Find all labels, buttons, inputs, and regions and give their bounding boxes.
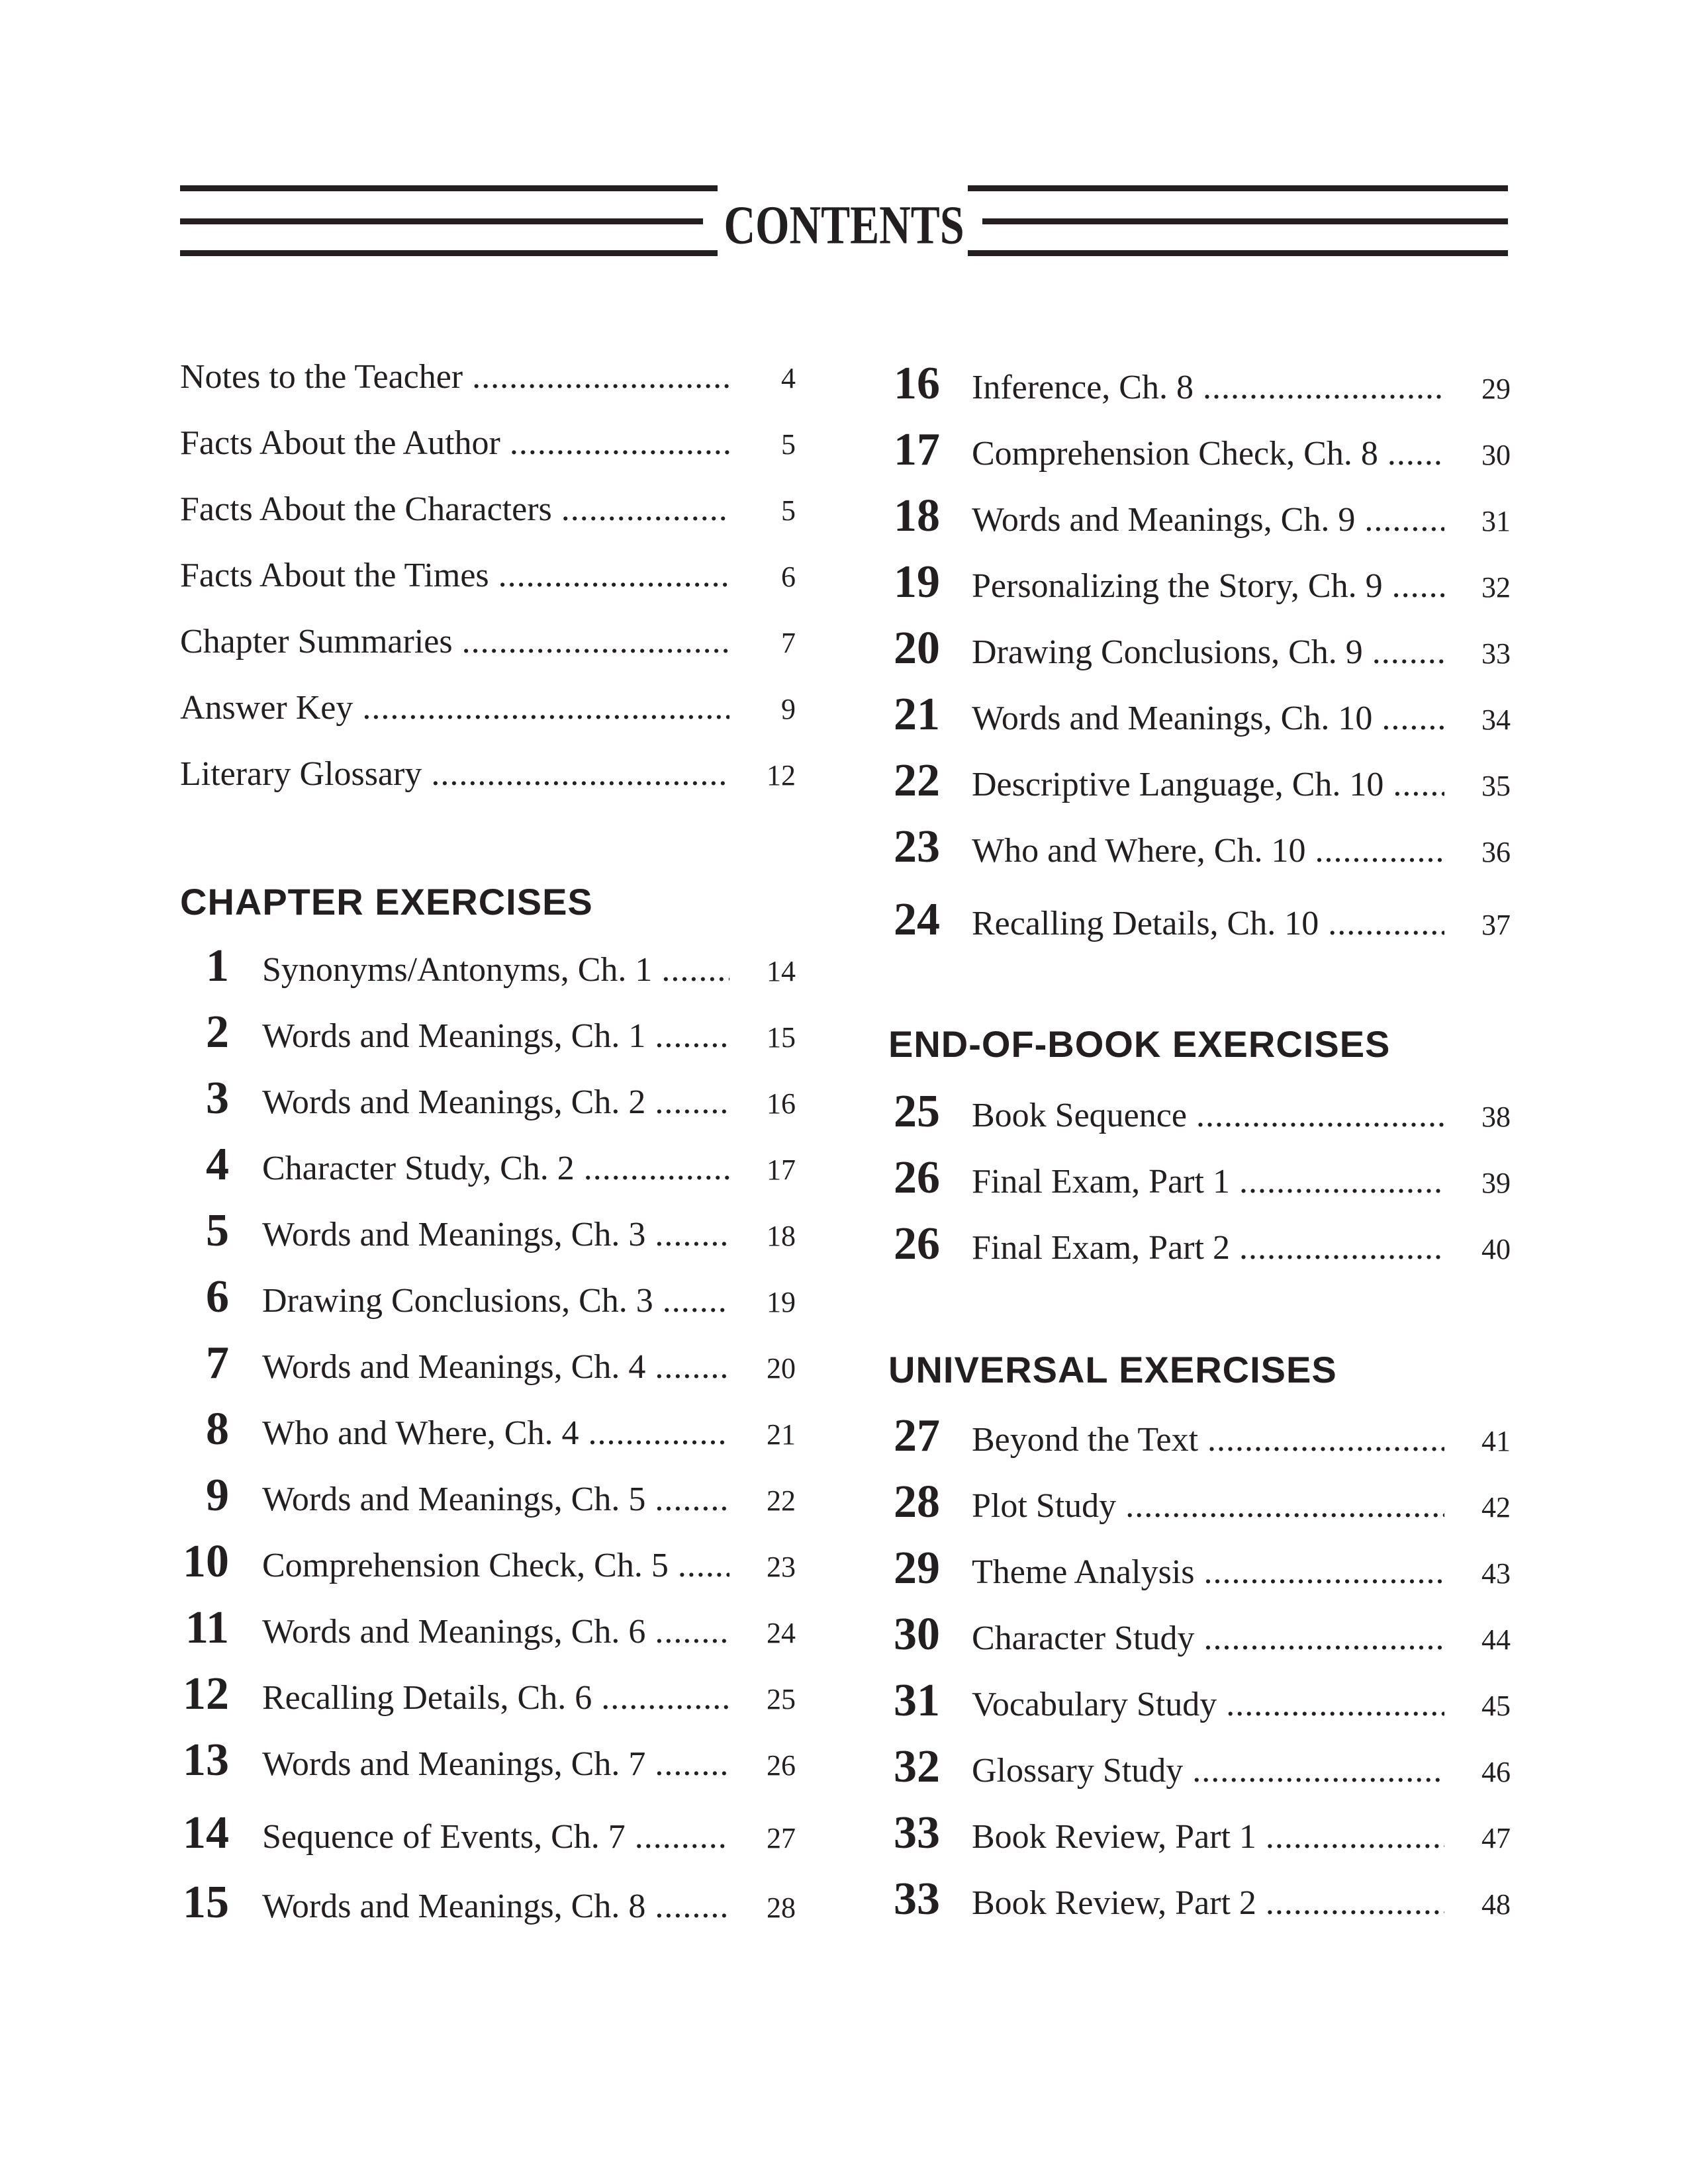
- exercise-number: 32: [894, 1741, 940, 1792]
- exercise-number: 26: [894, 1218, 940, 1269]
- item-page: 7: [781, 627, 796, 659]
- section-heading-end-of-book-exercises: END-OF-BOOK EXERCISES: [888, 1023, 1391, 1065]
- item-page: 12: [767, 759, 796, 792]
- exercise-item[interactable]: [888, 556, 1511, 615]
- exercise-item[interactable]: [888, 688, 1511, 748]
- exercise-item[interactable]: [180, 1138, 796, 1198]
- item-page: 42: [1481, 1491, 1511, 1524]
- exercise-number: 3: [206, 1073, 229, 1124]
- item-label: Words and Meanings, Ch. 8 .....: [262, 1887, 729, 1926]
- item-page: 18: [767, 1220, 796, 1252]
- header-rule-right-middle: [982, 218, 1508, 224]
- exercise-item[interactable]: [180, 1337, 796, 1396]
- exercise-item[interactable]: [888, 1152, 1511, 1211]
- item-page: 9: [781, 693, 796, 725]
- item-label: Facts About the Author .....: [180, 424, 729, 463]
- item-label: Book Review, Part 2 .....: [972, 1884, 1444, 1923]
- exercise-number: 2: [206, 1007, 229, 1058]
- item-label: Book Review, Part 1 .....: [972, 1817, 1444, 1856]
- item-page: 26: [767, 1749, 796, 1782]
- item-page: 25: [767, 1683, 796, 1715]
- item-label: Words and Meanings, Ch. 10 .....: [972, 699, 1444, 738]
- item-page: 24: [767, 1617, 796, 1649]
- item-label: Words and Meanings, Ch. 4 .....: [262, 1347, 729, 1387]
- item-page: 17: [767, 1154, 796, 1186]
- exercise-number: 12: [183, 1668, 229, 1719]
- exercise-number: 14: [183, 1807, 229, 1858]
- exercise-number: 30: [894, 1609, 940, 1660]
- item-page: 6: [781, 561, 796, 593]
- exercise-item[interactable]: [888, 357, 1511, 417]
- exercise-number: 6: [206, 1271, 229, 1322]
- front-matter-item[interactable]: [180, 490, 796, 549]
- item-page: 40: [1481, 1233, 1511, 1265]
- item-label: Comprehension Check, Ch. 5 .....: [262, 1546, 729, 1585]
- exercise-number: 18: [894, 490, 940, 541]
- item-page: 46: [1481, 1756, 1511, 1788]
- item-page: 28: [767, 1891, 796, 1924]
- item-page: 19: [767, 1286, 796, 1318]
- exercise-item[interactable]: [180, 1006, 796, 1066]
- item-page: 30: [1481, 439, 1511, 471]
- item-label: Words and Meanings, Ch. 6 .....: [262, 1612, 729, 1651]
- contents-header: [0, 0, 1688, 278]
- item-page: 47: [1481, 1822, 1511, 1854]
- exercise-item[interactable]: [888, 1410, 1511, 1469]
- item-label: Glossary Study .....: [972, 1751, 1444, 1790]
- exercise-number: 33: [894, 1807, 940, 1858]
- exercise-number: 27: [894, 1410, 940, 1461]
- item-label: Literary Glossary .....: [180, 754, 729, 794]
- item-label: Final Exam, Part 1 .....: [972, 1162, 1444, 1201]
- item-label: Words and Meanings, Ch. 2 .....: [262, 1083, 729, 1122]
- exercise-number: 8: [206, 1404, 229, 1455]
- exercise-item[interactable]: [888, 754, 1511, 814]
- exercise-number: 23: [894, 821, 940, 872]
- item-page: 14: [767, 955, 796, 987]
- exercise-item[interactable]: [180, 1535, 796, 1595]
- exercise-number: 17: [894, 424, 940, 475]
- item-label: Descriptive Language, Ch. 10 .....: [972, 765, 1444, 804]
- item-label: Recalling Details, Ch. 10 .....: [972, 904, 1444, 943]
- front-matter-item[interactable]: [180, 556, 796, 615]
- item-label: Character Study, Ch. 2 .....: [262, 1149, 729, 1188]
- exercise-item[interactable]: [180, 1271, 796, 1330]
- exercise-item[interactable]: [888, 622, 1511, 682]
- front-matter-item[interactable]: [180, 688, 796, 748]
- section-heading-universal-exercises: UNIVERSAL EXERCISES: [888, 1349, 1337, 1390]
- exercise-item[interactable]: [180, 1403, 796, 1463]
- exercise-item[interactable]: [888, 1218, 1511, 1277]
- item-label: Words and Meanings, Ch. 1 .....: [262, 1017, 729, 1056]
- item-page: 33: [1481, 637, 1511, 670]
- item-page: 16: [767, 1087, 796, 1120]
- item-label: Drawing Conclusions, Ch. 3 .....: [262, 1281, 729, 1320]
- header-rule-left-middle: [180, 218, 703, 224]
- exercise-number: 16: [894, 358, 940, 409]
- item-label: Book Sequence .....: [972, 1096, 1444, 1135]
- exercise-number: 5: [206, 1205, 229, 1256]
- item-page: 29: [1481, 373, 1511, 405]
- item-label: Facts About the Times .....: [180, 556, 729, 595]
- item-page: 36: [1481, 836, 1511, 868]
- item-label: Chapter Summaries .....: [180, 622, 729, 661]
- header-rule-right-top: [968, 185, 1508, 191]
- item-label: Plot Study .....: [972, 1486, 1444, 1525]
- exercise-item[interactable]: [888, 1741, 1511, 1800]
- exercise-item[interactable]: [180, 1602, 796, 1661]
- exercise-item[interactable]: [888, 1085, 1511, 1145]
- header-rule-right-bottom: [968, 250, 1508, 256]
- item-label: Words and Meanings, Ch. 5 .....: [262, 1480, 729, 1519]
- item-page: 31: [1481, 505, 1511, 537]
- exercise-number: 19: [894, 557, 940, 608]
- exercise-item[interactable]: [888, 490, 1511, 549]
- item-page: 44: [1481, 1623, 1511, 1656]
- exercise-item[interactable]: [888, 1807, 1511, 1866]
- item-label: Sequence of Events, Ch. 7 .....: [262, 1817, 729, 1856]
- item-label: Inference, Ch. 8 .....: [972, 368, 1444, 407]
- item-label: Synonyms/Antonyms, Ch. 1 .....: [262, 950, 729, 989]
- exercise-item[interactable]: [180, 1205, 796, 1264]
- exercise-number: 15: [183, 1877, 229, 1928]
- item-page: 21: [767, 1418, 796, 1451]
- exercise-item[interactable]: [888, 893, 1511, 953]
- item-page: 41: [1481, 1425, 1511, 1457]
- item-page: 35: [1481, 770, 1511, 802]
- exercise-item[interactable]: [180, 1876, 796, 1936]
- item-page: 48: [1481, 1888, 1511, 1921]
- item-label: Vocabulary Study .....: [972, 1685, 1444, 1724]
- exercise-number: 13: [183, 1735, 229, 1786]
- item-page: 4: [781, 362, 796, 394]
- exercise-number: 9: [206, 1470, 229, 1521]
- item-label: Facts About the Characters .....: [180, 490, 729, 529]
- front-matter-item[interactable]: [180, 424, 796, 483]
- section-heading-chapter-exercises: CHAPTER EXERCISES: [180, 881, 593, 923]
- item-page: 43: [1481, 1557, 1511, 1590]
- item-label: Comprehension Check, Ch. 8 .....: [972, 434, 1444, 473]
- exercise-number: 7: [206, 1338, 229, 1388]
- item-page: 20: [767, 1352, 796, 1385]
- exercise-number: 10: [183, 1536, 229, 1587]
- exercise-number: 21: [894, 689, 940, 740]
- exercise-item[interactable]: [180, 1734, 796, 1794]
- front-matter-item[interactable]: [180, 754, 796, 814]
- exercise-item[interactable]: [888, 1674, 1511, 1734]
- exercise-item[interactable]: [180, 940, 796, 999]
- front-matter-item[interactable]: [180, 622, 796, 682]
- exercise-item[interactable]: [888, 1873, 1511, 1933]
- item-label: Drawing Conclusions, Ch. 9 .....: [972, 633, 1444, 672]
- exercise-number: 25: [894, 1086, 940, 1137]
- item-label: Who and Where, Ch. 10 .....: [972, 831, 1444, 870]
- exercise-number: 24: [894, 894, 940, 945]
- exercise-number: 33: [894, 1874, 940, 1925]
- item-page: 27: [767, 1822, 796, 1854]
- item-page: 15: [767, 1021, 796, 1054]
- exercise-item[interactable]: [888, 1608, 1511, 1668]
- exercise-item[interactable]: [180, 1668, 796, 1727]
- exercise-number: 20: [894, 623, 940, 674]
- exercise-number: 11: [185, 1602, 229, 1653]
- header-rule-left-bottom: [180, 250, 718, 256]
- item-page: 39: [1481, 1167, 1511, 1199]
- exercise-number: 31: [894, 1675, 940, 1726]
- exercise-item[interactable]: [888, 821, 1511, 880]
- item-label: Who and Where, Ch. 4 .....: [262, 1414, 729, 1453]
- item-page: 5: [781, 428, 796, 461]
- exercise-number: 4: [206, 1139, 229, 1190]
- exercise-number: 28: [894, 1477, 940, 1527]
- front-matter-item[interactable]: [180, 357, 796, 417]
- item-label: Answer Key .....: [180, 688, 729, 727]
- item-page: 5: [781, 494, 796, 527]
- item-label: Recalling Details, Ch. 6 .....: [262, 1678, 729, 1717]
- page-title: CONTENTS: [724, 195, 964, 256]
- item-label: Notes to the Teacher .....: [180, 357, 729, 396]
- item-label: Words and Meanings, Ch. 7 .....: [262, 1745, 729, 1784]
- exercise-item[interactable]: [888, 1542, 1511, 1602]
- exercise-item[interactable]: [180, 1072, 796, 1132]
- exercise-item[interactable]: [180, 1807, 796, 1866]
- item-label: Words and Meanings, Ch. 9 .....: [972, 500, 1444, 539]
- exercise-item[interactable]: [888, 424, 1511, 483]
- header-rule-left-top: [180, 185, 718, 191]
- item-label: Character Study .....: [972, 1619, 1444, 1658]
- exercise-number: 1: [206, 940, 229, 991]
- item-label: Beyond the Text .....: [972, 1420, 1444, 1459]
- item-page: 32: [1481, 571, 1511, 604]
- item-page: 22: [767, 1484, 796, 1517]
- item-label: Personalizing the Story, Ch. 9 .....: [972, 567, 1444, 606]
- item-page: 34: [1481, 704, 1511, 736]
- exercise-item[interactable]: [888, 1476, 1511, 1535]
- item-page: 38: [1481, 1101, 1511, 1133]
- item-label: Final Exam, Part 2 .....: [972, 1228, 1444, 1267]
- exercise-number: 26: [894, 1152, 940, 1203]
- item-page: 45: [1481, 1690, 1511, 1722]
- exercise-number: 22: [894, 755, 940, 806]
- item-label: Words and Meanings, Ch. 3 .....: [262, 1215, 729, 1254]
- item-page: 23: [767, 1551, 796, 1583]
- item-label: Theme Analysis .....: [972, 1553, 1444, 1592]
- exercise-item[interactable]: [180, 1469, 796, 1529]
- exercise-number: 29: [894, 1543, 940, 1594]
- item-page: 37: [1481, 909, 1511, 941]
